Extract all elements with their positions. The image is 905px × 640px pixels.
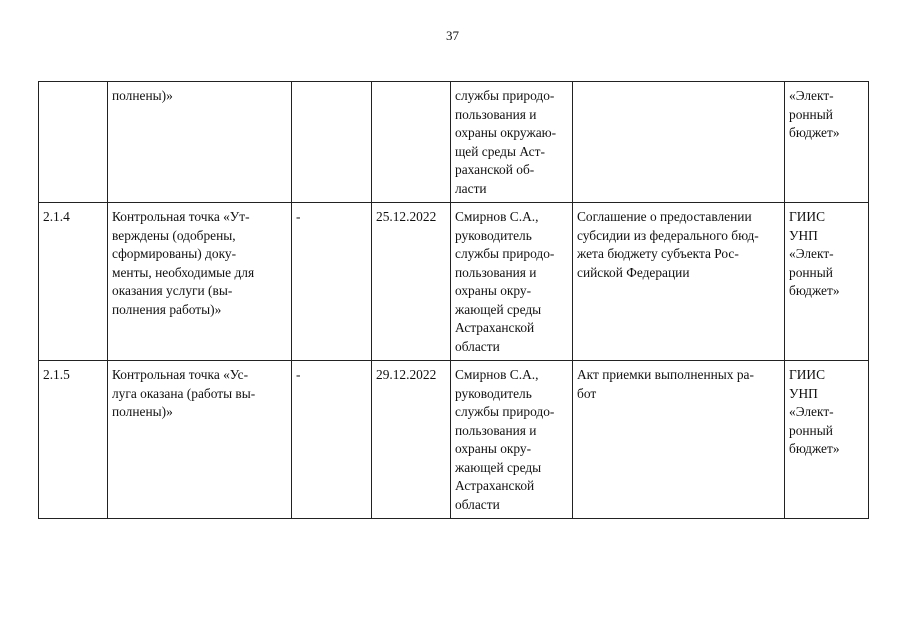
responsible-cell-line: охраны окру- [455,283,532,298]
control-points-table [38,81,869,519]
information-system-cell-line: ГИИС [789,209,826,224]
responsible-cell-line: руководитель [455,227,532,243]
responsible-cell-line: жающей среды [455,301,542,317]
control-point-name-cell-line: полнены)» [112,88,173,103]
control-point-name-cell-line: менты, необходимые для [112,264,255,280]
control-point-name-cell-line: верждены (одобрены, [112,227,236,243]
document-cell-line: сийской Федерации [577,264,690,280]
responsible-cell-line: ласти [455,180,487,196]
information-system-cell-line: ронный [789,106,833,122]
responsible-cell [451,82,573,203]
information-system-cell-line: «Элект- [789,404,834,419]
control-point-name-cell-line: полнены)» [112,404,173,419]
information-system-cell [785,82,869,203]
responsible-cell-line: службы природо- [455,246,555,261]
information-system-cell-line: УНП [789,227,818,243]
row-number-cell: 2.1.5 [39,361,108,519]
information-system-cell-line: бюджет» [789,125,840,140]
responsible-cell [451,361,573,519]
responsible-cell-line: охраны окружаю- [455,125,557,140]
responsible-cell-line: щей среды Аст- [455,143,545,159]
responsible-cell-line: службы природо- [455,404,555,419]
control-point-name-cell-line: Контрольная точка «Ут- [112,209,250,224]
responsible-cell [451,203,573,361]
document-cell-line: жета бюджету субъекта Рос- [577,246,739,261]
responsible-cell-line: пользования и [455,264,537,280]
responsible-cell-line: жающей среды [455,459,542,475]
information-system-cell-line: УНП [789,385,818,401]
predecessor-cell: - [292,203,372,361]
control-point-name-cell [108,361,292,519]
responsible-cell-line: службы природо- [455,88,555,103]
control-point-name-cell-line: Контрольная точка «Ус- [112,367,249,382]
information-system-cell-line: бюджет» [789,283,840,298]
responsible-cell-line: охраны окру- [455,441,532,456]
information-system-cell-line: ГИИС [789,367,826,382]
row-number-cell [39,82,108,203]
information-system-cell-line: «Элект- [789,88,834,103]
document-cell-line: субсидии из федерального бюд- [577,227,759,243]
predecessor-cell [292,82,372,203]
responsible-cell-line: области [455,338,500,354]
responsible-cell-line: Смирнов С.А., [455,367,539,382]
document-cell [573,203,785,361]
predecessor-cell: - [292,361,372,519]
responsible-cell-line: пользования и [455,106,537,122]
document-cell [573,82,785,203]
control-point-name-cell-line: луга оказана (работы вы- [112,385,256,401]
control-point-name-cell-line: полнения работы)» [112,301,222,317]
control-point-name-cell-line: сформированы) доку- [112,246,237,261]
document-cell [573,361,785,519]
page-number: 37 [446,28,459,43]
due-date-cell [372,82,451,203]
table-row [39,361,869,519]
responsible-cell-line: Астраханской [455,478,535,493]
information-system-cell [785,203,869,361]
responsible-cell-line: пользования и [455,422,537,438]
responsible-cell-line: Астраханской [455,320,535,335]
control-point-name-cell [108,82,292,203]
information-system-cell-line: ронный [789,264,833,280]
table-row [39,203,869,361]
information-system-cell-line: бюджет» [789,441,840,456]
control-point-name-cell-line: оказания услуги (вы- [112,283,233,298]
information-system-cell-line: ронный [789,422,833,438]
responsible-cell-line: области [455,496,500,512]
document-cell-line: Акт приемки выполненных ра- [577,367,754,382]
responsible-cell-line: Смирнов С.А., [455,209,539,224]
document-cell-line: Соглашение о предоставлении [577,209,752,224]
information-system-cell-line: «Элект- [789,246,834,261]
responsible-cell-line: раханской об- [455,162,535,177]
due-date-cell: 25.12.2022 [372,203,451,361]
due-date-cell: 29.12.2022 [372,361,451,519]
document-cell-line: бот [577,385,597,401]
row-number-cell: 2.1.4 [39,203,108,361]
table-row [39,82,869,203]
control-point-name-cell [108,203,292,361]
responsible-cell-line: руководитель [455,385,532,401]
information-system-cell [785,361,869,519]
